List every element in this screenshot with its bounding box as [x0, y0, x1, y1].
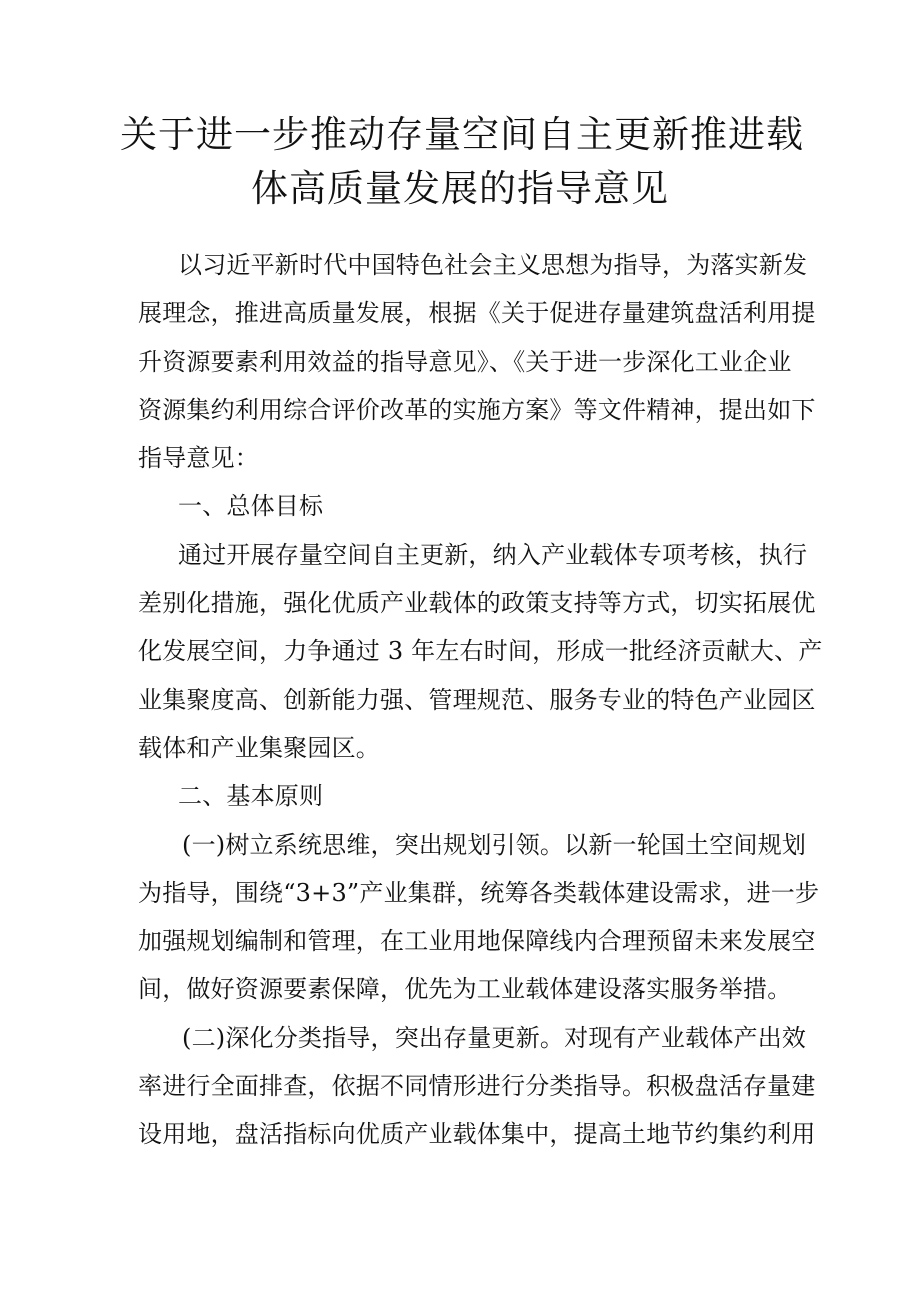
text-line: 指导意见： — [138, 444, 259, 473]
text-line: (一)树立系统思维，突出规划引领。以新一轮国土空间规划 — [182, 830, 807, 859]
text-line: 二、基本原则 — [178, 782, 324, 811]
text-line: 加强规划编制和管理，在工业用地保障线内合理预留未来发展空 — [138, 927, 816, 956]
text-line: 一、总体目标 — [178, 492, 324, 521]
text-line: 间，做好资源要素保障，优先为工业载体建设落实服务举措。 — [138, 975, 792, 1004]
text-line: 业集聚度高、创新能力强、管理规范、服务专业的特色产业园区 — [138, 685, 816, 714]
text-line: 差别化措施，强化优质产业载体的政策支持等方式，切实拓展优 — [138, 589, 816, 618]
document-body — [138, 241, 823, 1159]
text-line: 为指导，围绕“3+3”产业集群，统筹各类载体建设需求，进一步 — [138, 878, 820, 907]
text-line: 展理念，推进高质量发展，根据《关于促进存量建筑盘活利用提 — [138, 299, 816, 328]
title-line-1: 关于进一步推动存量空间自主更新推进载 — [120, 113, 804, 156]
text-line: 载体和产业集聚园区。 — [138, 733, 380, 762]
text-line: 通过开展存量空间自主更新，纳入产业载体专项考核，执行 — [178, 540, 808, 569]
text-line: 资源集约利用综合评价改革的实施方案》等文件精神，提出如下 — [138, 395, 816, 424]
title-line-2: 体高质量发展的指导意见 — [251, 167, 669, 210]
text-line: 以习近平新时代中国特色社会主义思想为指导，为落实新发 — [178, 251, 808, 279]
text-line: 升资源要素利用效益的指导意见》、《关于进一步深化工业企业 — [138, 347, 792, 376]
text-line: (二)深化分类指导，突出存量更新。对现有产业载体产出效 — [182, 1023, 807, 1052]
text-line: 率进行全面排查，依据不同情形进行分类指导。积极盘活存量建 — [138, 1072, 816, 1101]
text-line: 化发展空间，力争通过 3 年左右时间，形成一批经济贡献大、产 — [138, 637, 823, 666]
document-title — [120, 108, 804, 216]
text-line: 设用地，盘活指标向优质产业载体集中，提高土地节约集约利用 — [138, 1120, 816, 1149]
